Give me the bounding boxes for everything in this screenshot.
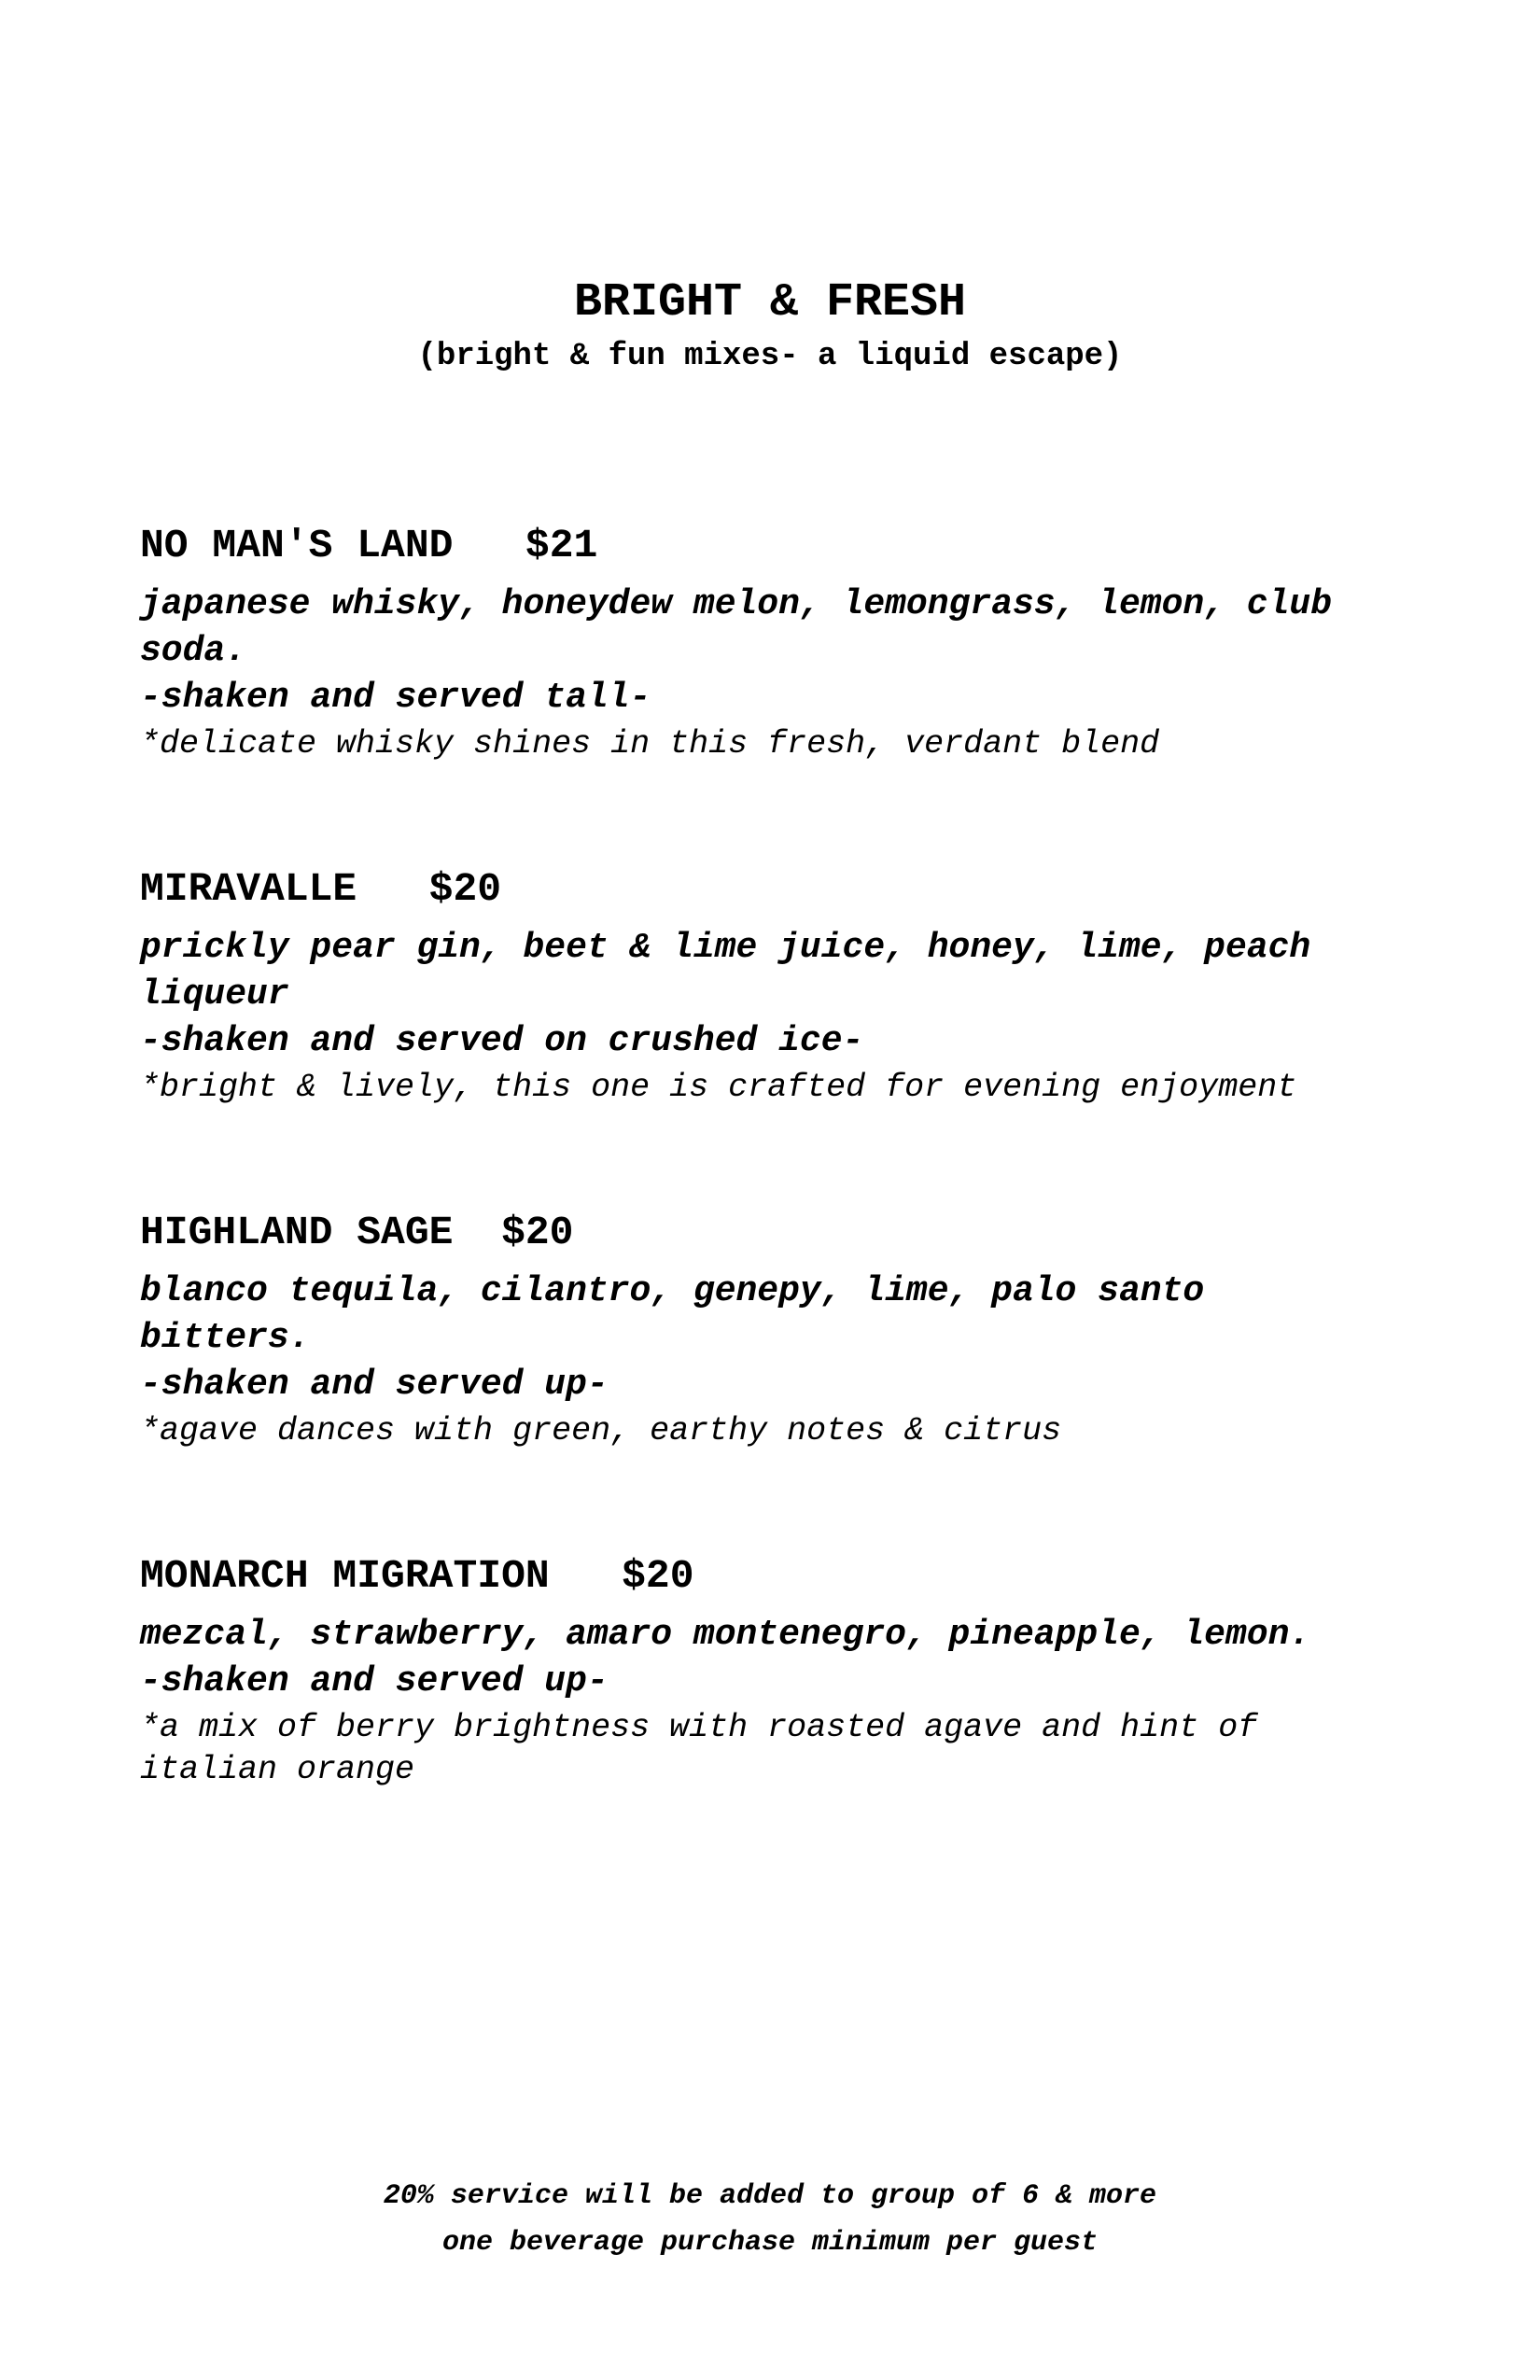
menu-item-heading — [140, 1548, 1428, 1604]
menu-item-note: *delicate whisky shines in this fresh, verdant blend — [140, 725, 1160, 763]
menu-footer — [0, 2173, 1540, 2266]
menu-item-note: *bright & lively, this one is crafted for evening enjoyment — [140, 1069, 1297, 1106]
menu-item-note: *agave dances with green, earthy notes & citrus — [140, 1412, 1062, 1449]
menu-item-ingredients: mezcal, strawberry, amaro montenegro, pineapple, lemon. — [140, 1615, 1311, 1655]
menu-item-note: *a mix of berry brightness with roasted agave and hint of italian orange — [140, 1709, 1258, 1788]
menu-item-ingredients: japanese whisky, honeydew melon, lemongrass, lemon, club soda. — [140, 584, 1333, 671]
menu-item-method: -shaken and served up- — [140, 1661, 609, 1701]
section-title: BRIGHT & FRESH — [573, 276, 967, 329]
section-subtitle: (bright & fun mixes- a liquid escape) — [417, 339, 1123, 374]
menu-item-heading — [140, 1205, 1428, 1261]
service-charge-notice: 20% service will be added to group of 6 & more — [383, 2180, 1157, 2212]
menu-item-ingredients: blanco tequila, cilantro, genepy, lime, palo santo bitters. — [140, 1271, 1205, 1358]
menu-header — [0, 271, 1540, 377]
menu-item-name: MONARCH MIGRATION — [140, 1553, 550, 1599]
menu-item-name: MIRAVALLE — [140, 866, 357, 912]
menu-item-heading — [140, 518, 1428, 574]
menu-item-name: HIGHLAND SAGE — [140, 1210, 454, 1255]
menu-item — [140, 1548, 1428, 1791]
menu-item-method: -shaken and served on crushed ice- — [140, 1021, 864, 1061]
menu-item — [140, 1205, 1428, 1452]
menu-item-ingredients: prickly pear gin, beet & lime juice, honey, lime, peach liqueur — [140, 928, 1311, 1015]
menu-item — [140, 861, 1428, 1109]
menu-item-heading — [140, 861, 1428, 917]
menu-item-method: -shaken and served tall- — [140, 678, 651, 718]
menu-item-method: -shaken and served up- — [140, 1365, 609, 1405]
menu-item-price: $20 — [501, 1210, 574, 1255]
menu-item-price: $20 — [428, 866, 502, 912]
menu-item-price: $20 — [622, 1553, 694, 1599]
menu-item-name: NO MAN'S LAND — [140, 523, 454, 568]
menu-item — [140, 518, 1428, 765]
menu-item-price: $21 — [525, 523, 598, 568]
minimum-purchase-notice: one beverage purchase minimum per guest — [441, 2227, 1099, 2259]
